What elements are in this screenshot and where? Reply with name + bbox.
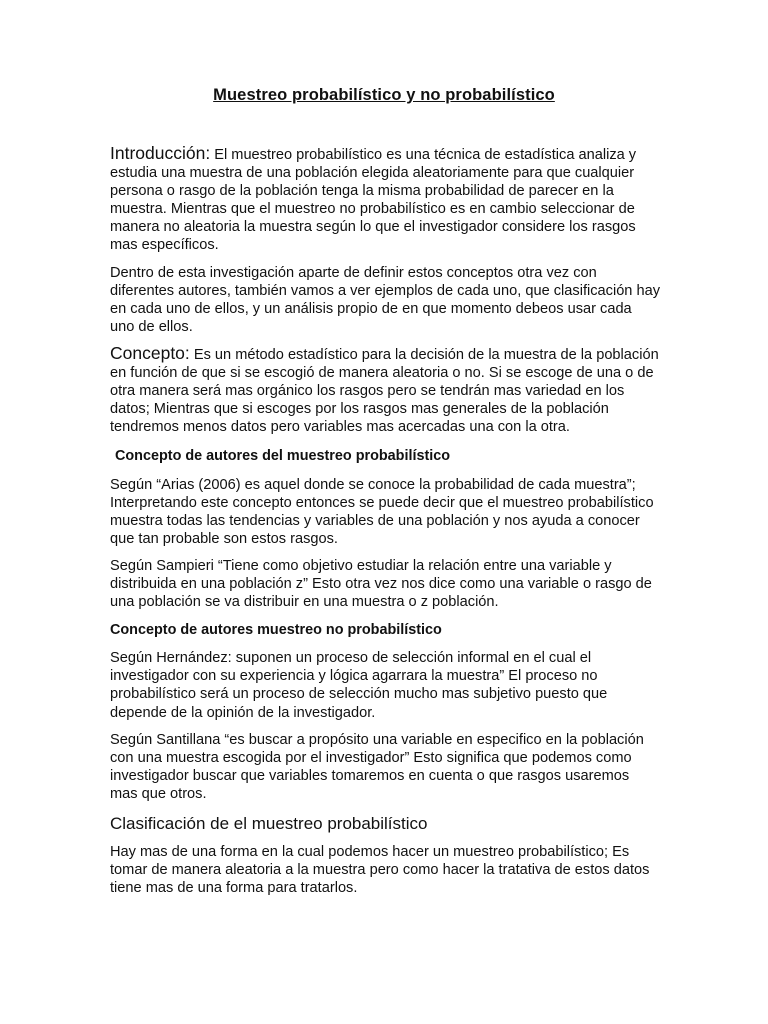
sampieri-paragraph: Según Sampieri “Tiene como objetivo estudiar la relación entre una variable y distribuida en una población z” Esto otra vez nos dice como una variable o rasgo de una población se va distribuir en una muestra o z población.: [110, 557, 652, 611]
classification-paragraph: Hay mas de una forma en la cual podemos hacer un muestreo probabilístico; Es tomar de manera aleatoria a la muestra pero como hacer la tratativa de estos datos tiene mas de una forma para tratarlos.: [110, 844, 650, 897]
document-title: Muestreo probabilístico y no probabilístico: [213, 86, 555, 104]
concept-lead: Concepto:: [110, 342, 190, 363]
concept-text: Es un método estadístico para la decisión de la muestra de la población en función de que si se escogió de manera aleatoria o no. Si se escoge de una o de otra manera será mas orgánico los rasgos pero se tendrán mas variedad en los datos; Mientras que si escoges por los rasgos mas generales de la población tendremos menos datos pero variables mas acercadas una con la otra.: [110, 346, 659, 436]
heading-non-probabilistic-authors: Concepto de autores muestreo no probabilístico: [110, 622, 442, 639]
intro-text: El muestreo probabilístico es una técnica de estadística analiza y estudia una muestra de una población elegida aleatoriamente para que cualquier persona o rasgo de la población tenga la misma probabilidad de parecer en la muestra. Mientras que el muestreo no probabilístico es en cambio seleccionar de manera no aleatoria la muestra según lo que el investigador considere los rasgos mas específicos.: [110, 147, 637, 254]
heading-probabilistic-authors: Concepto de autores del muestreo probabilístico: [115, 448, 451, 465]
arias-paragraph: Según “Arias (2006) es aquel donde se conoce la probabilidad de cada muestra”; Interpretando este concepto entonces se puede decir que el muestreo probabilístico muestra todas las tendencias y variables de una población y nos ayuda a conocer que tan probable son estos rasgos.: [110, 476, 654, 547]
scope-paragraph: Dentro de esta investigación aparte de definir estos conceptos otra vez con diferentes autores, también vamos a ver ejemplos de cada uno, que clasificación hay en cada uno de ellos, y un análisis propio de en que momento debeos usar cada uno de ellos.: [110, 264, 661, 335]
hernandez-paragraph: Según Hernández: suponen un proceso de selección informal en el cual el investigador con su experiencia y lógica agarrara la muestra” El proceso no probabilístico será un proceso de selección mucho mas subjetivo puesto que depende de la opinión de la investigador.: [110, 650, 608, 721]
heading-classification: Clasificación de el muestreo probabilístico: [110, 814, 428, 833]
santillana-paragraph: Según Santillana “es buscar a propósito una variable en especifico en la población con una muestra escogida por el investigador” Esto significa que podemos como investigador buscar que variables tomaremos en cuenta o que rasgos usaremos mas que otros.: [110, 731, 644, 802]
intro-paragraph: [110, 144, 660, 255]
concept-paragraph: [110, 344, 660, 436]
intro-lead: Introducción:: [110, 143, 211, 163]
document-body: [110, 144, 660, 897]
